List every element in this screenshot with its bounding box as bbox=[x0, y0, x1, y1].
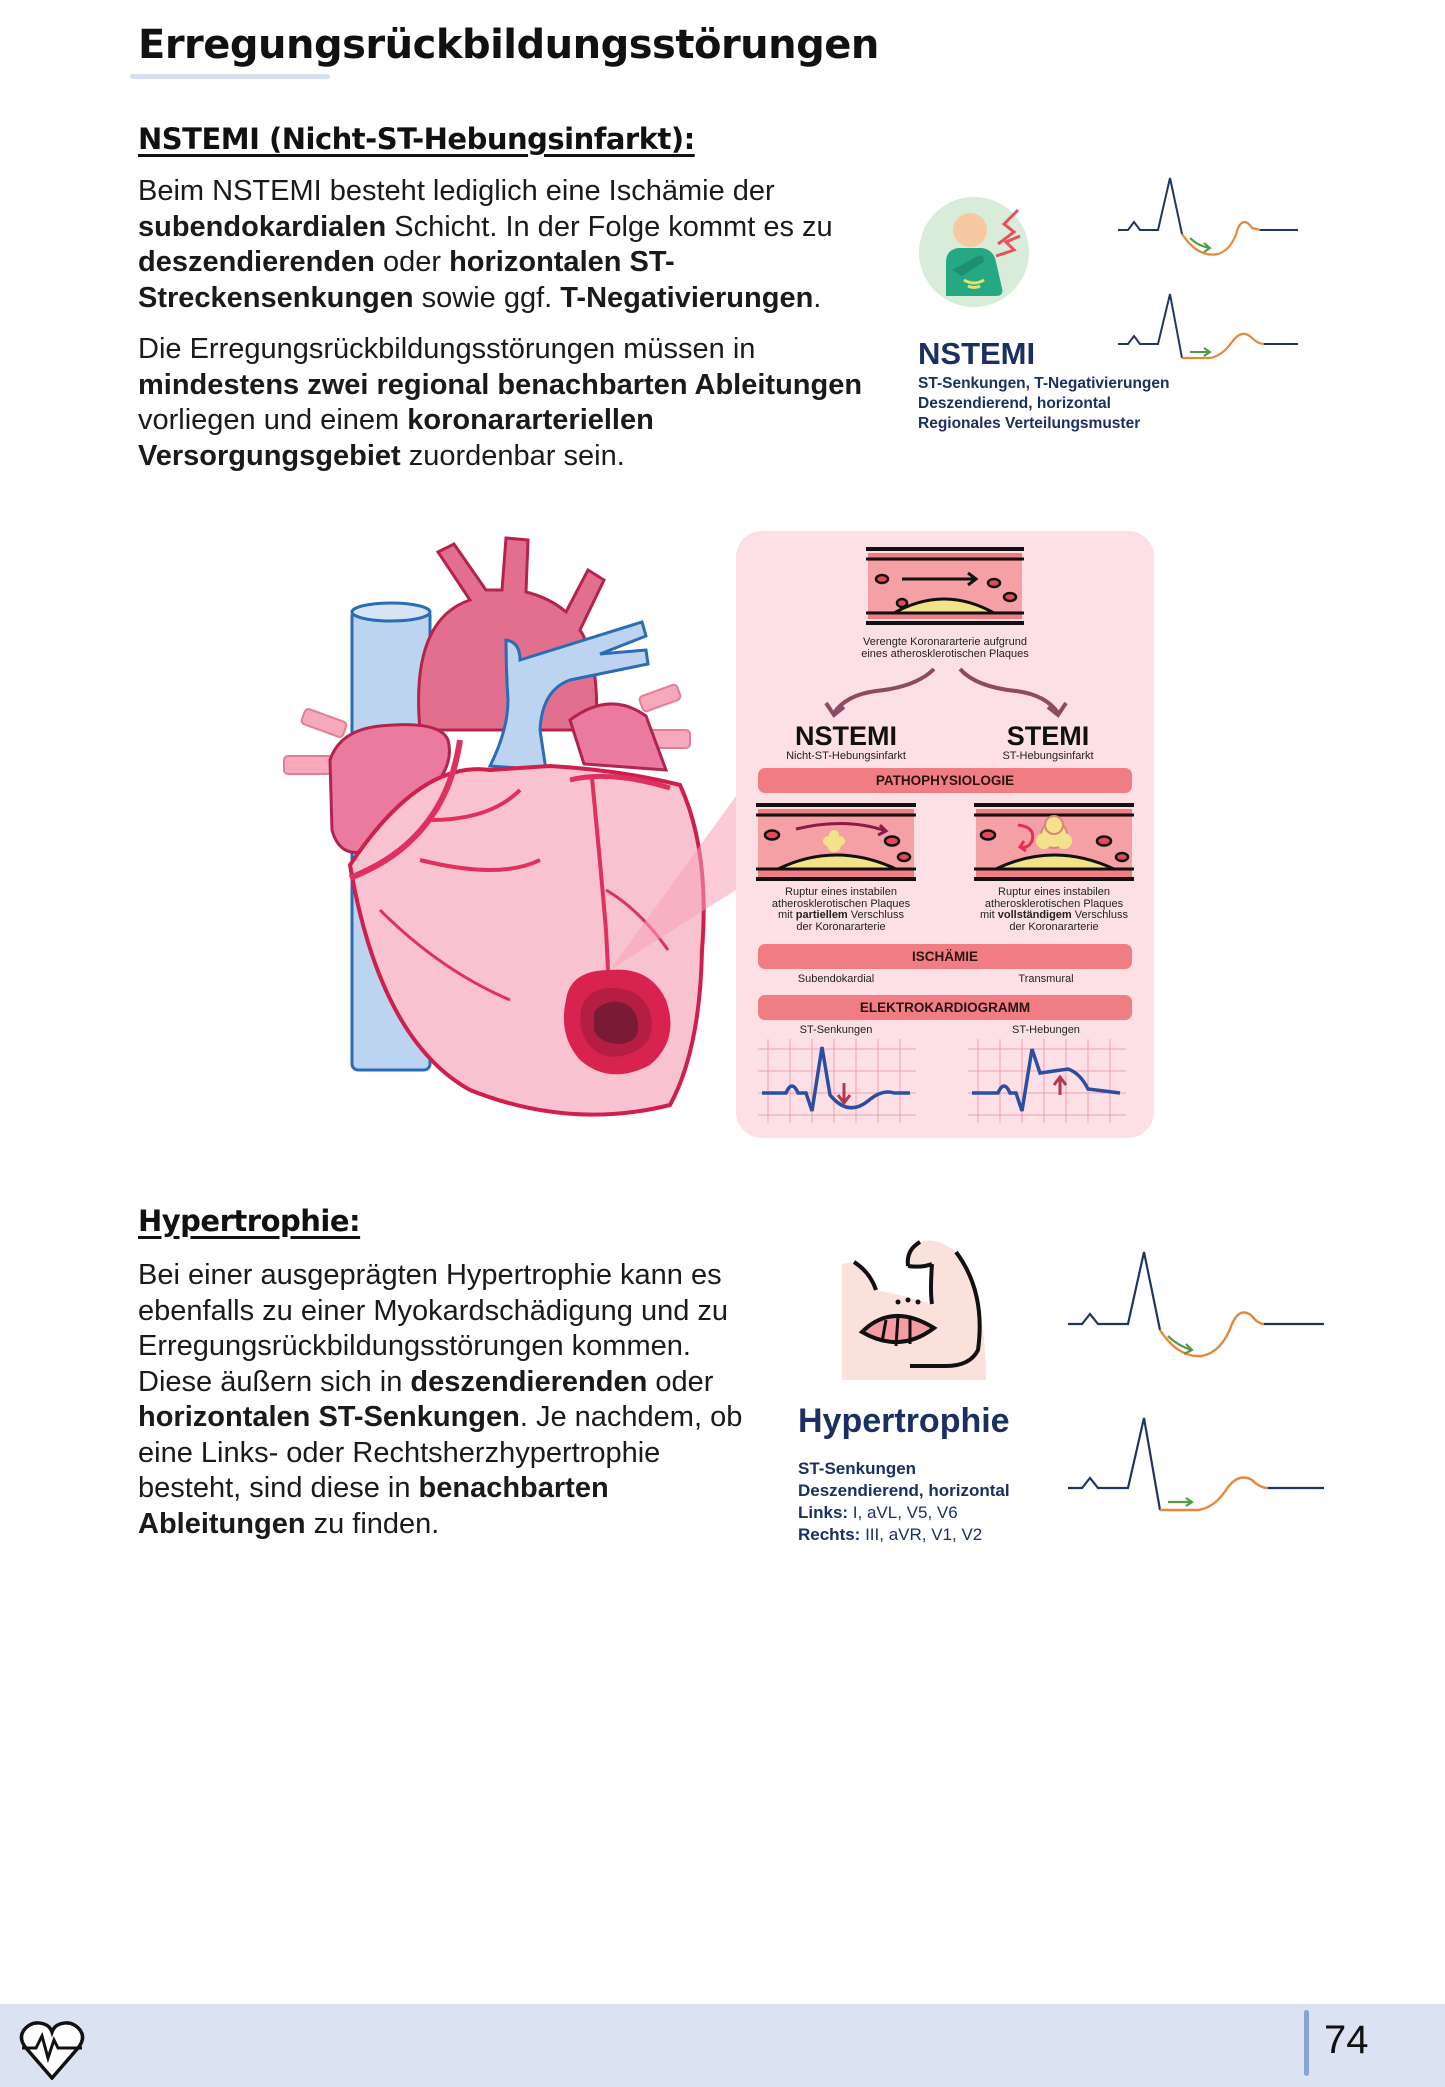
ecg-left-label: ST-Senkungen bbox=[799, 1024, 873, 1036]
nstemi-paragraph-2 bbox=[138, 332, 878, 474]
nstemi-card-line: ST-Senkungen, T-Negativierungen bbox=[918, 375, 1170, 392]
text: Verschluss bbox=[847, 909, 904, 921]
hypertrophy-text-block bbox=[138, 1258, 748, 1542]
narrowed-artery-icon bbox=[864, 543, 1026, 631]
leads-value: I, aVL, V5, V6 bbox=[848, 1503, 958, 1522]
title-underline-accent bbox=[130, 74, 330, 79]
hypertrophy-left-leads bbox=[798, 1502, 1010, 1524]
hypertrophy-card-line: ST-Senkungen bbox=[798, 1459, 917, 1478]
page-title: Erregungsrückbildungsstörungen bbox=[138, 22, 879, 68]
infographic-stemi-title: STEMI bbox=[1006, 721, 1090, 751]
bold-term: horizontalen ST-Senkungen bbox=[138, 1401, 520, 1433]
text: mit bbox=[778, 909, 796, 921]
text: Verschluss bbox=[1071, 909, 1128, 921]
caption-line: atherosklerotischen Plaques bbox=[771, 897, 911, 910]
hypertrophy-heading: Hypertrophie: bbox=[138, 1204, 361, 1238]
bold-term: benachbarten Ableitungen bbox=[138, 1472, 609, 1540]
ischemia-left-label: Subendokardial bbox=[797, 973, 875, 985]
page-number: 74 bbox=[1324, 2018, 1369, 2062]
caption-line: eines atherosklerotischen Plaques bbox=[861, 647, 1029, 660]
leads-label: Links: bbox=[798, 1503, 849, 1522]
bold-term: T-Negativierungen bbox=[560, 281, 814, 314]
infographic-nstemi-subtitle: Nicht-ST-Hebungsinfarkt bbox=[786, 750, 906, 762]
hypertrophy-card-lines bbox=[798, 1458, 1010, 1546]
nstemi-stemi-infographic bbox=[736, 531, 1154, 1138]
text: zuordenbar sein. bbox=[400, 439, 625, 472]
text: Beim NSTEMI besteht lediglich eine Ischämie der bbox=[138, 175, 775, 207]
ischemia-right-label: Transmural bbox=[1018, 973, 1074, 985]
footer-divider bbox=[1304, 2010, 1309, 2076]
text: . bbox=[813, 281, 822, 314]
bold-term: partiellem bbox=[795, 909, 848, 921]
caption-line: Ruptur eines instabilen bbox=[998, 886, 1110, 898]
ecg-horizontal-st-icon bbox=[1118, 286, 1298, 366]
nstemi-card-title: NSTEMI bbox=[918, 336, 1036, 371]
text: sowie ggf. bbox=[413, 281, 561, 314]
patho-left-caption bbox=[746, 887, 936, 933]
nstemi-card-lines bbox=[918, 374, 1169, 434]
infographic-stemi-subtitle: ST-Hebungsinfarkt bbox=[1002, 750, 1094, 762]
caption-line: Verengte Koronararterie aufgrund bbox=[863, 636, 1027, 648]
infographic-nstemi-title: NSTEMI bbox=[794, 721, 897, 751]
ecg-bar: ELEKTROKARDIOGRAMM bbox=[758, 995, 1132, 1020]
bold-term: mindestens zwei regional benachbarten Ableitungen bbox=[138, 368, 863, 401]
bold-term: horizontalen ST-Streckensenkungen bbox=[138, 246, 675, 314]
text: vorliegen und einem bbox=[138, 404, 408, 436]
branch-arrows bbox=[816, 665, 1076, 719]
ecg-descending-st-icon bbox=[1118, 172, 1298, 262]
caption-line: Ruptur eines instabilen bbox=[785, 886, 897, 898]
caption-line: der Koronararterie bbox=[1009, 920, 1099, 933]
text: Die Erregungsrückbildungsstörungen müssen in bbox=[138, 333, 756, 365]
text: Bei einer ausgeprägten Hypertrophie kann es ebenfalls zu einer Myokardschädigung und zu Erregungsrückbildungsstörungen kommen. Diese äußern sich in bbox=[138, 1259, 729, 1398]
complete-occlusion-artery-icon bbox=[974, 801, 1134, 885]
text: zu finden. bbox=[305, 1507, 440, 1540]
caption-line: atherosklerotischen Plaques bbox=[984, 897, 1124, 910]
text: oder bbox=[374, 246, 450, 278]
chest-pain-person-icon bbox=[918, 196, 1030, 308]
leads-value: III, aVR, V1, V2 bbox=[860, 1525, 983, 1544]
page-footer bbox=[0, 2004, 1445, 2087]
nstemi-paragraph-1 bbox=[138, 174, 878, 316]
nstemi-card-line: Regionales Verteilungsmuster bbox=[918, 415, 1141, 432]
bold-term: subendokardialen bbox=[138, 210, 387, 243]
caption-line: der Koronararterie bbox=[796, 920, 886, 933]
text: Schicht. In der Folge kommt es zu bbox=[386, 210, 833, 243]
hypertrophy-card-line: Deszendierend, horizontal bbox=[798, 1481, 1010, 1500]
ecg-horizontal-st-icon bbox=[1068, 1414, 1324, 1514]
ecg-descending-st-icon bbox=[1068, 1250, 1324, 1374]
heart-pulse-icon bbox=[18, 2018, 86, 2080]
flexed-arm-muscle-icon bbox=[836, 1232, 986, 1382]
partial-occlusion-artery-icon bbox=[756, 801, 916, 885]
ecg-st-depression-graph bbox=[758, 1039, 916, 1123]
bold-term: deszendierenden bbox=[138, 246, 375, 278]
hypertrophy-card-title: Hypertrophie bbox=[798, 1402, 1010, 1440]
text: oder bbox=[647, 1365, 714, 1398]
hypertrophy-right-leads bbox=[798, 1524, 1010, 1546]
nstemi-card-line: Deszendierend, horizontal bbox=[918, 395, 1111, 412]
ecg-st-elevation-graph bbox=[968, 1039, 1126, 1123]
bold-term: vollständigem bbox=[997, 909, 1072, 921]
nstemi-text-block bbox=[138, 174, 878, 474]
leads-label: Rechts: bbox=[798, 1525, 861, 1544]
caption-line bbox=[954, 910, 1154, 922]
caption-line bbox=[746, 910, 936, 922]
ecg-right-label: ST-Hebungen bbox=[1012, 1024, 1080, 1036]
bold-term: deszendierenden bbox=[410, 1365, 648, 1398]
patho-right-caption bbox=[954, 887, 1154, 933]
artery-caption bbox=[816, 637, 1074, 660]
text: mit bbox=[980, 909, 998, 921]
ischemia-bar: ISCHÄMIE bbox=[758, 944, 1132, 969]
heart-illustration bbox=[270, 530, 750, 1130]
text: . Je nachdem, ob eine Links- oder Rechtsherzhypertrophie besteht, sind diese in bbox=[138, 1401, 743, 1504]
bold-term: koronararteriellen Versorgungsgebiet bbox=[138, 404, 654, 472]
nstemi-heading: NSTEMI (Nicht-ST-Hebungsinfarkt): bbox=[138, 122, 695, 156]
hypertrophy-paragraph bbox=[138, 1258, 748, 1542]
pathophysiology-bar: PATHOPHYSIOLOGIE bbox=[758, 768, 1132, 793]
